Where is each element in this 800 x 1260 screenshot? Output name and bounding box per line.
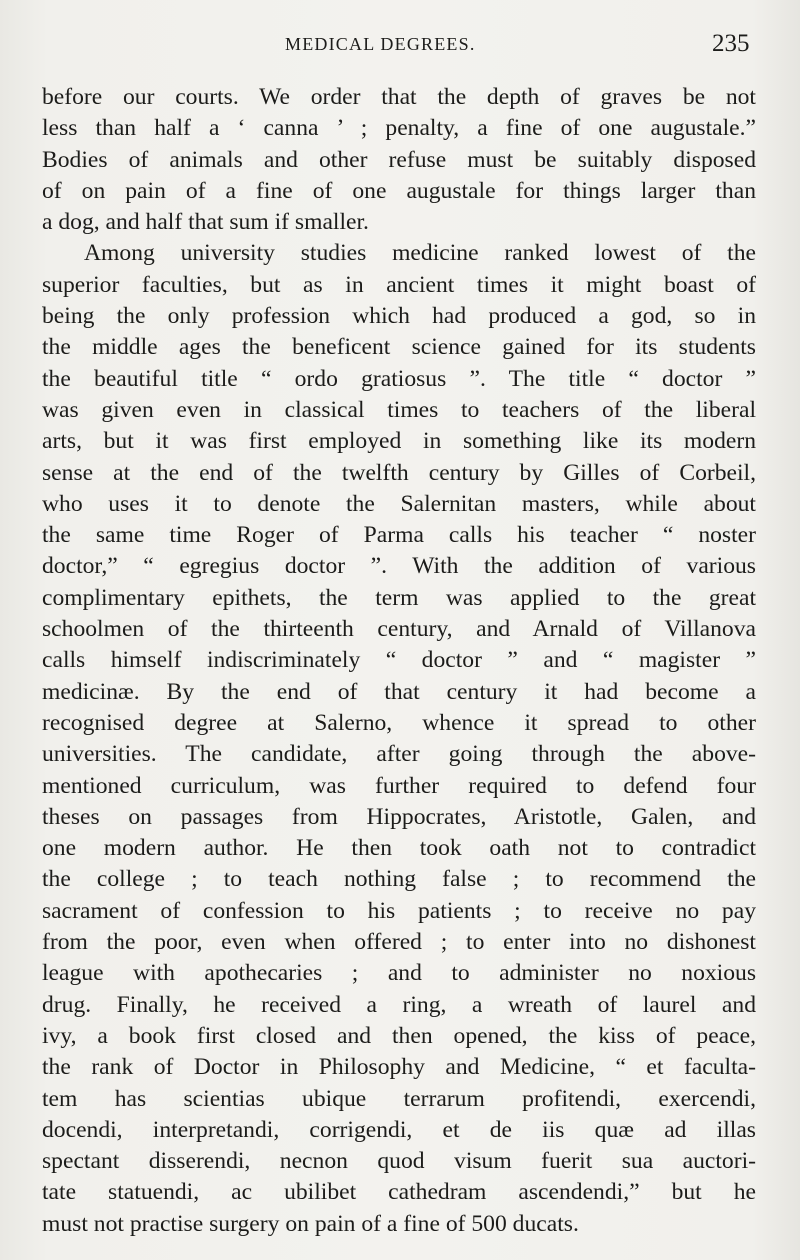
text-line: who uses it to denote the Salernitan masters, while about (42, 490, 756, 517)
text-line: the rank of Doctor in Philosophy and Medicine, “ et faculta- (42, 1054, 756, 1081)
text-line: must not practise surgery on pain of a fine of 500 ducats. (42, 1210, 579, 1237)
text-line: universities. The candidate, after going through the above- (42, 741, 756, 768)
text-line: of on pain of a fine of one augustale for things larger than (42, 177, 756, 204)
text-line: docendi, interpretandi, corrigendi, et de iis quæ ad illas (42, 1116, 756, 1143)
text-line: was given even in classical times to teachers of the liberal (42, 396, 756, 423)
text-line: a dog, and half that sum if smaller. (42, 209, 369, 236)
running-head: MEDICAL DEGREES. (285, 34, 476, 54)
text-line: the college ; to teach nothing false ; to recommend the (42, 866, 756, 893)
text-line: tem has scientias ubique terrarum profitendi, exercendi, (42, 1085, 756, 1112)
text-line: less than half a ‘ canna ’ ; penalty, a fine of one augustale.” (42, 115, 756, 142)
text-line: sacrament of confession to his patients ; to receive no pay (42, 897, 756, 924)
body-text (42, 82, 756, 1240)
text-line: theses on passages from Hippocrates, Aristotle, Galen, and (42, 803, 756, 830)
page-header (0, 30, 800, 64)
text-line: complimentary epithets, the term was applied to the great (42, 584, 756, 611)
text-line: Among university studies medicine ranked lowest of the (84, 240, 756, 267)
text-line: spectant disserendi, necnon quod visum fuerit sua auctori- (42, 1148, 756, 1175)
text-line: calls himself indiscriminately “ doctor ” and “ magister ” (42, 647, 756, 674)
page-number: 235 (712, 30, 750, 57)
text-line: being the only profession which had produced a god, so in (42, 303, 756, 330)
text-line: ivy, a book first closed and then opened, the kiss of peace, (42, 1022, 756, 1049)
text-line: recognised degree at Salerno, whence it spread to other (42, 709, 756, 736)
text-line: schoolmen of the thirteenth century, and Arnald of Villanova (42, 616, 756, 643)
text-line: doctor,” “ egregius doctor ”. With the addition of various (42, 553, 756, 580)
text-line: arts, but it was first employed in something like its modern (42, 428, 756, 455)
text-line: one modern author. He then took oath not to contradict (42, 835, 756, 862)
text-line: medicinæ. By the end of that century it had become a (42, 678, 756, 705)
text-line: drug. Finally, he received a ring, a wreath of laurel and (42, 991, 756, 1018)
text-line: mentioned curriculum, was further required to defend four (42, 772, 756, 799)
text-line: league with apothecaries ; and to administer no noxious (42, 960, 756, 987)
text-line: the middle ages the beneficent science gained for its students (42, 334, 756, 361)
text-line: superior faculties, but as in ancient times it might boast of (42, 271, 756, 298)
text-line: the same time Roger of Parma calls his teacher “ noster (42, 522, 756, 549)
text-line: the beautiful title “ ordo gratiosus ”. The title “ doctor ” (42, 365, 756, 392)
text-line: sense at the end of the twelfth century by Gilles of Corbeil, (42, 459, 756, 486)
text-line: from the poor, even when offered ; to enter into no dishonest (42, 929, 756, 956)
text-line: Bodies of animals and other refuse must be suitably disposed (42, 146, 756, 173)
text-line: tate statuendi, ac ubilibet cathedram ascendendi,” but he (42, 1179, 756, 1206)
text-line: before our courts. We order that the depth of graves be not (42, 84, 756, 110)
